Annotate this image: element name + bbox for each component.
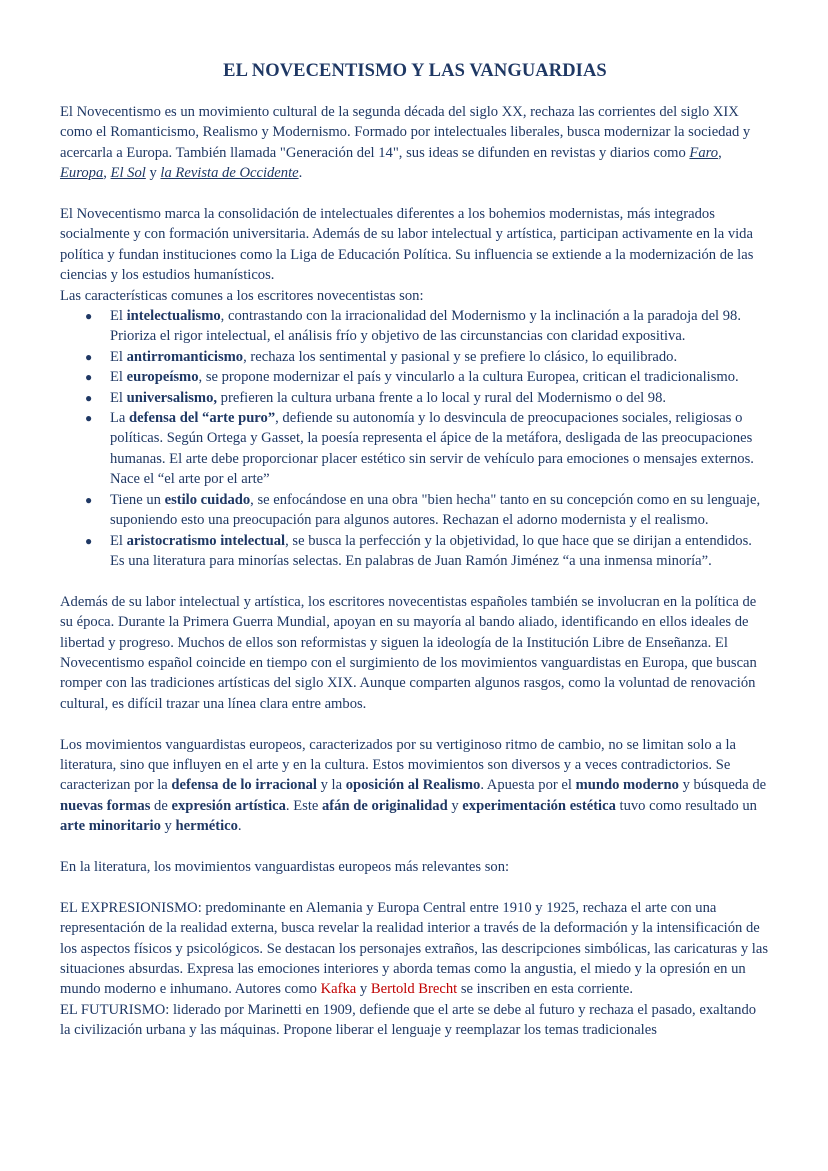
paragraph-features-intro: Las características comunes a los escritores novecentistas son:	[60, 287, 424, 304]
bullet-icon: ●	[85, 349, 93, 364]
text-run: de	[150, 797, 172, 814]
paragraph-gap	[60, 877, 770, 897]
keyword: defensa de lo irracional	[171, 777, 317, 794]
paragraph-movements-intro: En la literatura, los movimientos vanguardistas europeos más relevantes son:	[60, 858, 510, 875]
paragraph-gap	[60, 714, 770, 734]
separator: ,	[718, 144, 722, 161]
item-keyword: antirromanticismo	[126, 348, 244, 365]
bullet-icon: ●	[85, 533, 93, 548]
list-item	[85, 388, 770, 408]
item-keyword: europeísmo	[126, 369, 199, 386]
keyword: expresión artística	[171, 797, 286, 814]
paragraph-consolidation: El Novecentismo marca la consolidación de intelectuales diferentes a los bohemios modernistas, más integrados socialmente y con formación universitaria. Además de su labor intelectual y artística, participan activamente en la vida política y fundan instituciones como la Liga de Educación Política. Su influencia se extiende a la modernización de las ciencias y los estudios humanísticos.	[60, 206, 754, 284]
text-run: . Este	[285, 797, 322, 814]
intro-text: El Novecentismo es un movimiento cultural de la segunda década del siglo XX, rechaza las corrientes del siglo XIX como el Romanticismo, Realismo y Modernismo. Formado por intelectuales liberales, busca modernizar la sociedad y acercarla a Europa. También llamada "Generación del 14", sus ideas se difunden en revistas y diarios como	[60, 104, 751, 161]
author-kafka: Kafka	[320, 981, 357, 998]
bullet-icon: ●	[85, 370, 93, 385]
separator: ,	[103, 165, 111, 182]
text-run: Los movimientos vanguardistas europeos, caracterizados por su vertiginoso ritmo de cambio, no se limitan solo a la literatura, sino que influyen en el arte y en la cultura. Estos movimientos son diversos y a veces contradictorios. Se caracterizan por la	[60, 736, 737, 794]
keyword: arte minoritario	[60, 818, 161, 835]
separator: y	[145, 165, 161, 182]
paragraph-gap	[60, 184, 770, 204]
list-item	[85, 306, 770, 347]
text-run: y	[356, 981, 371, 998]
item-text: La	[110, 410, 130, 427]
paragraph-gap	[60, 837, 770, 857]
item-text: , se propone modernizar el país y vincularlo a la cultura Europea, critican el tradicionalismo.	[198, 369, 739, 386]
bullet-icon: ●	[85, 309, 93, 324]
list-item	[85, 347, 770, 367]
paragraph-gap	[60, 571, 770, 591]
bullet-icon: ●	[85, 390, 93, 405]
separator: .	[298, 165, 303, 182]
paragraph-politics: Además de su labor intelectual y artística, los escritores novecentistas españoles también se involucran en la política de su época. Durante la Primera Guerra Mundial, apoyan en su mayoría al bando aliado, identificando en ellos ideales de libertad y progreso. Muchos de ellos son reformistas y siguen la ideología de la Institución Libre de Enseñanza. El Novecentismo español coincide en tiempo con el surgimiento de los movimientos vanguardistas en Europa, que buscan romper con las tradiciones artísticas del siglo XIX. Aunque comparten algunos rasgos, como la voluntad de renovación cultural, es difícil trazar una línea clara entre ambos.	[60, 593, 757, 712]
item-text: Tiene un	[110, 491, 165, 508]
text-run: y	[447, 797, 463, 814]
text-run: y	[160, 818, 176, 835]
item-text: , se enfocándose en una obra "bien hecha" tanto en su concepción como en su lenguaje, suponiendo esto una preocupación para algunos autores. Rechazan el adorno modernista y el realismo.	[110, 491, 761, 529]
item-text: El	[110, 369, 127, 386]
link-europa[interactable]: Europa	[60, 165, 104, 182]
paragraph-vanguards	[60, 735, 770, 837]
text-run: y búsqueda de	[678, 777, 767, 794]
keyword: oposición al Realismo	[345, 777, 481, 794]
item-keyword: estilo cuidado	[164, 491, 251, 508]
item-text: , contrastando con la irracionalidad del Modernismo y la inclinación a la paradoja del 98. Prioriza el rigor intelectual, el análisis frío y objetivo de las circunstancias con claridad expositiva.	[110, 308, 742, 345]
paragraph-intro	[60, 102, 770, 184]
list-item	[85, 490, 770, 531]
keyword: mundo moderno	[575, 777, 679, 794]
paragraph-expresionismo	[60, 898, 770, 1000]
link-faro[interactable]: Faro	[689, 144, 719, 161]
text-run: EL EXPRESIONISMO: predominante en Alemania y Europa Central entre 1910 y 1925, rechaza el arte con una representación de la realidad externa, busca revelar la realidad interior a través de la deformación y la intensificación de los aspectos físicos y psicológicos. Se destacan los personajes extraños, las descripciones simbólicas, las caricaturas y las situaciones absurdas. Expresa las emociones interiores y aborda temas como la angustia, el miedo y la opresión en un mundo moderno e inhumano. Autores como	[60, 899, 769, 998]
list-item	[85, 408, 770, 490]
text-run: .	[237, 818, 242, 835]
keyword: nuevas formas	[60, 797, 151, 814]
link-el-sol[interactable]: El Sol	[110, 165, 146, 182]
keyword: experimentación estética	[462, 797, 616, 814]
list-item	[85, 531, 770, 572]
item-keyword: intelectualismo	[126, 308, 221, 325]
paragraph-futurismo: EL FUTURISMO: liderado por Marinetti en 1909, defiende que el arte se debe al futuro y rechaza el pasado, exaltando la civilización urbana y las máquinas. Propone liberar el lenguaje y reemplazar los temas tradicionales	[60, 1001, 757, 1039]
item-text: El	[110, 532, 127, 549]
document-title: EL NOVECENTISMO Y LAS VANGUARDIAS	[223, 61, 607, 81]
item-text: El	[110, 389, 127, 406]
link-revista-occidente[interactable]: la Revista de Occidente	[160, 165, 299, 182]
item-keyword: defensa del “arte puro”	[129, 410, 276, 427]
item-text: , se busca la perfección y la objetividad, lo que hace que se dirijan a entendidos. Es una literatura para minorías selectas. En palabras de Juan Ramón Jiménez “a una inmensa minoría”.	[110, 532, 752, 569]
bullet-icon: ●	[85, 492, 93, 507]
text-run: se inscriben en esta corriente.	[457, 981, 634, 998]
item-keyword: universalismo,	[126, 389, 218, 406]
list-item	[85, 367, 770, 387]
item-text: , rechaza los sentimental y pasional y se prefiere lo clásico, lo equilibrado.	[243, 348, 678, 365]
bullet-icon: ●	[85, 411, 93, 426]
item-keyword: aristocratismo intelectual	[126, 532, 286, 549]
item-text: El	[110, 308, 127, 325]
text-run: . Apuesta por el	[480, 777, 576, 794]
text-run: tuvo como resultado un	[615, 797, 757, 814]
text-run: y la	[316, 777, 346, 794]
keyword: afán de originalidad	[322, 797, 448, 814]
features-list	[60, 306, 770, 571]
item-text: prefieren la cultura urbana frente a lo local y rural del Modernismo o del 98.	[217, 389, 667, 406]
item-text: El	[110, 348, 127, 365]
author-brecht: Bertold Brecht	[370, 981, 458, 998]
item-text: , defiende su autonomía y lo desvincula de preocupaciones sociales, religiosas o políticas. Según Ortega y Gasset, la poesía representa el ápice de la metáfora, desligada de las preocupaciones humanas. El arte debe proporcionar placer estético sin servir de vehículo para emociones o mensajes externos. Nace el “el arte por el arte”	[110, 410, 754, 488]
keyword: hermético	[175, 818, 238, 835]
